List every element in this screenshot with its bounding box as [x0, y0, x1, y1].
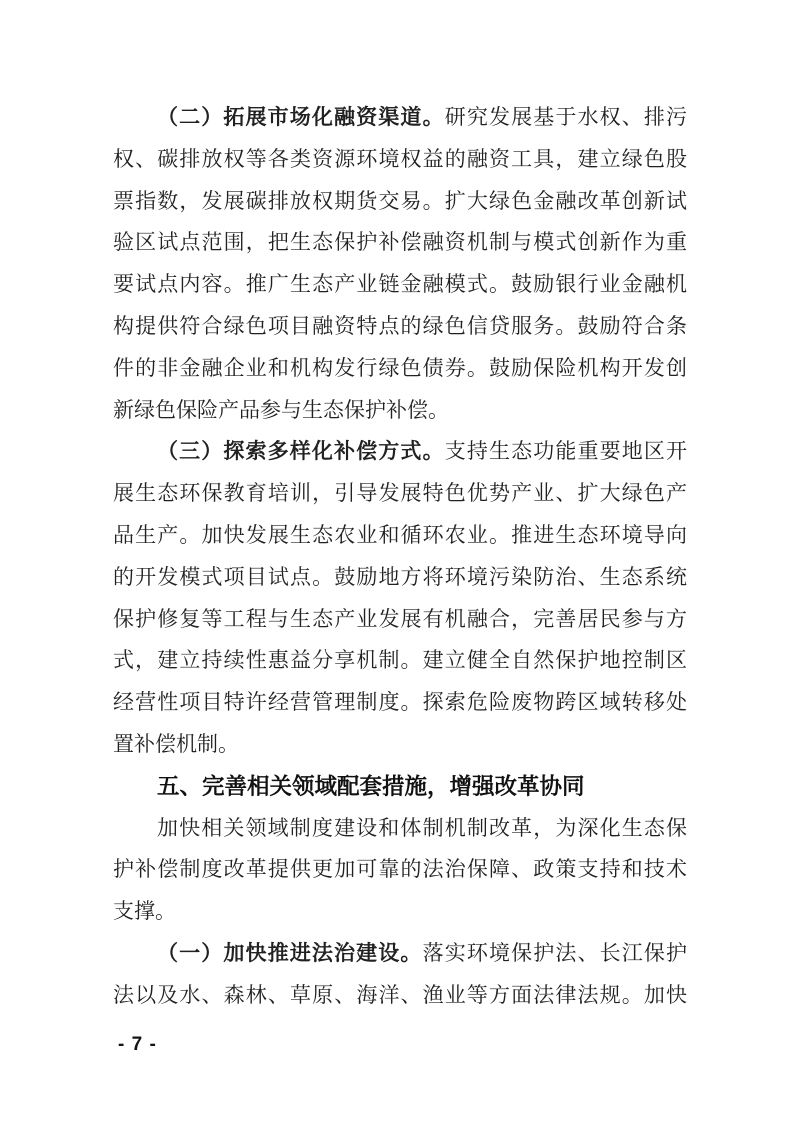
- body-text: 的开发模式项目试点。鼓励地方将环境污染防治、生态系统: [113, 564, 687, 589]
- text-line: [113, 181, 687, 223]
- subheading-text: （一）加快推进法治建设。: [157, 940, 423, 965]
- body-text: 品生产。加快发展生态农业和循环农业。推进生态环境导向: [113, 522, 687, 547]
- body-text: 构提供符合绿色项目融资特点的绿色信贷服务。鼓励符合条: [113, 313, 687, 338]
- body-text: 加快相关领域制度建设和体制机制改革，为深化生态保: [157, 815, 687, 840]
- text-line: [113, 975, 687, 1017]
- body-text: 落实环境保护法、长江保护: [422, 940, 687, 965]
- text-line: [113, 348, 687, 390]
- text-line: [113, 264, 687, 306]
- text-line: [113, 390, 687, 432]
- subheading-text: 五、完善相关领域配套措施，增强改革协同: [157, 773, 585, 799]
- body-text: 法以及水、森林、草原、海洋、渔业等方面法律法规。加快: [113, 982, 687, 1007]
- body-text: 保护修复等工程与生态产业发展有机融合，完善居民参与方: [113, 606, 687, 631]
- text-line: [113, 933, 687, 975]
- body-text: 件的非金融企业和机构发行绿色债券。鼓励保险机构开发创: [113, 355, 687, 380]
- body-text: 权、碳排放权等各类资源环境权益的融资工具，建立绿色股: [113, 146, 687, 171]
- text-line: [113, 640, 687, 682]
- body-text: 支撑。: [113, 899, 176, 924]
- text-line: [113, 808, 687, 850]
- text-line: [113, 515, 687, 557]
- text-line: [113, 891, 687, 933]
- body-text: 经营性项目特许经营管理制度。探索危险废物跨区域转移处: [113, 690, 687, 715]
- body-text: 验区试点范围，把生态保护补偿融资机制与模式创新作为重: [113, 230, 687, 255]
- subheading-text: （二）拓展市场化融资渠道。: [157, 105, 445, 129]
- body-text: 支持生态功能重要地区开: [444, 439, 687, 464]
- body-text: 要试点内容。推广生态产业链金融模式。鼓励银行业金融机: [113, 272, 687, 297]
- text-line: [113, 222, 687, 264]
- text-line: [113, 306, 687, 348]
- text-line: [113, 599, 687, 641]
- subheading-text: （三）探索多样化补偿方式。: [157, 439, 445, 464]
- text-line: [113, 139, 687, 181]
- text-line: [113, 97, 687, 139]
- text-line: [113, 682, 687, 724]
- body-text: 护补偿制度改革提供更加可靠的法治保障、政策支持和技术: [113, 857, 687, 882]
- body-text: 新绿色保险产品参与生态保护补偿。: [113, 397, 449, 422]
- section-heading: [113, 766, 687, 808]
- text-line: [113, 724, 687, 766]
- text-block: [113, 97, 687, 1017]
- page-number: - 7 -: [118, 1034, 157, 1055]
- body-text: 置补偿机制。: [113, 731, 239, 756]
- body-text: 研究发展基于水权、排污: [444, 105, 687, 129]
- body-text: 式，建立持续性惠益分享机制。建立健全自然保护地控制区: [113, 648, 687, 673]
- text-line: [113, 473, 687, 515]
- text-line: [113, 557, 687, 599]
- text-line: [113, 849, 687, 891]
- text-line: [113, 431, 687, 473]
- body-text: 展生态环保教育培训，引导发展特色优势产业、扩大绿色产: [113, 481, 687, 506]
- body-text: 票指数，发展碳排放权期货交易。扩大绿色金融改革创新试: [113, 188, 687, 213]
